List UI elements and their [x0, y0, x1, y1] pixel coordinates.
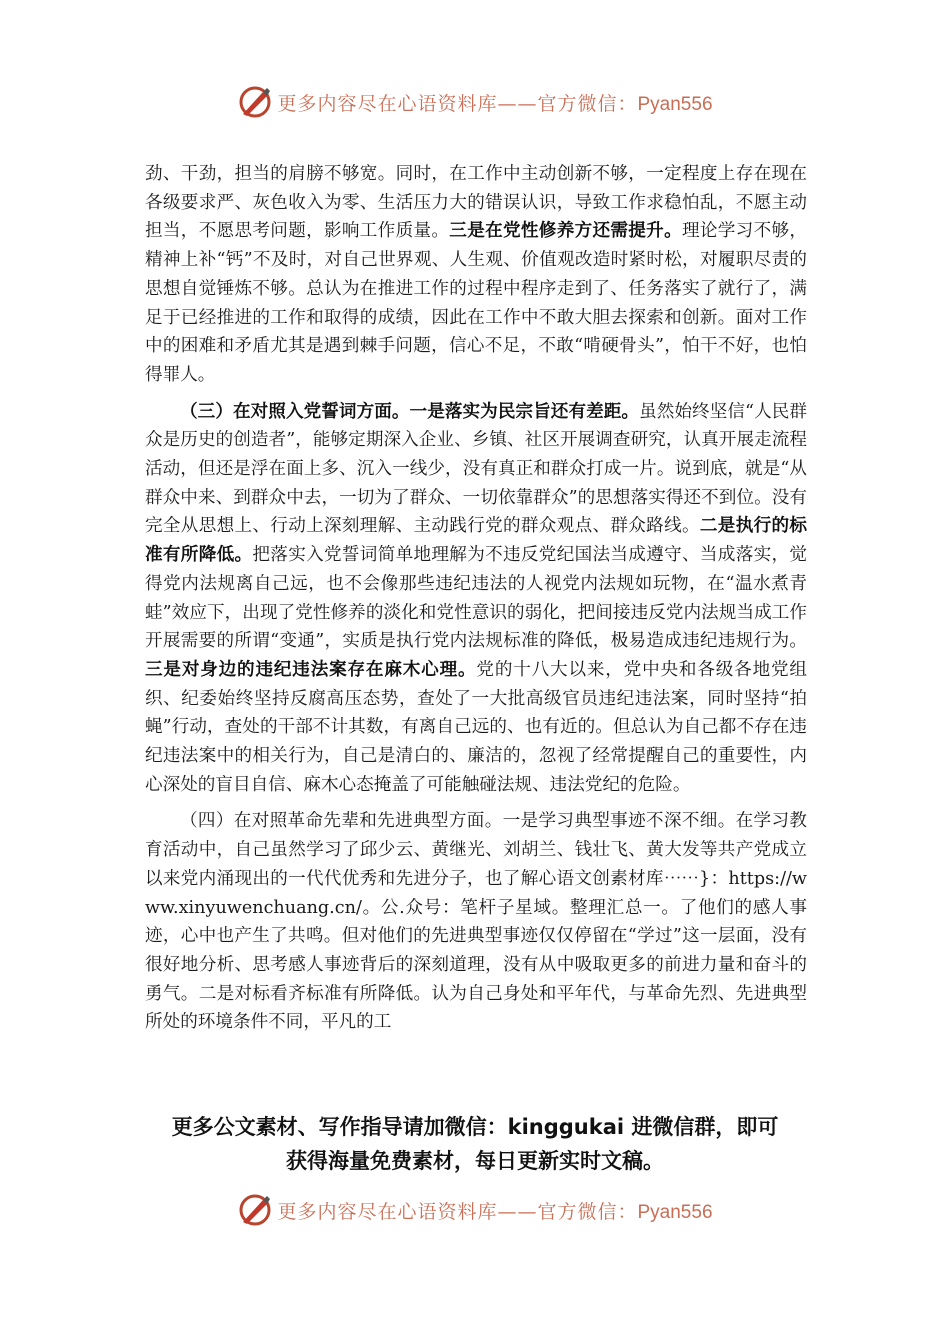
promo-line-1: 更多公文素材、写作指导请加微信：kinggukai 进微信群，即可 [171, 1115, 779, 1139]
paragraph [145, 807, 807, 1037]
footer-banner [0, 1190, 950, 1230]
banner-text: 更多内容尽在心语资料库——官方微信：Pyan556 [277, 1200, 713, 1223]
paragraph [145, 160, 807, 390]
bold-heading-text: 三是在党性修养方还需提升。 [449, 220, 682, 242]
pen-logo-icon [237, 1192, 273, 1228]
header-banner [0, 82, 950, 122]
bold-heading-text: （三）在对照入党誓词方面。一是落实为民宗旨还有差距。 [180, 400, 640, 422]
promo-notice [0, 1110, 950, 1178]
bold-heading-text: 二是执行的标准有所降低。 [145, 515, 807, 566]
bold-heading-text: 三是对身边的违纪违法案存在麻木心理。 [145, 658, 477, 680]
paragraph-text: 把落实入党誓词简单地理解为不违反党纪国法当成遵守、当成落实，觉得党内法规离自己远，也不会像那些违纪违法的人视党内法规如玩物，在“温水煮青蛙”效应下，出现了党性修养的淡化和党性意识的弱化，把间接违反党内法规当成工作开展需要的所谓“变通”，实质是执行党内法规标准的降低，极易造成违纪违规行为。 [145, 545, 807, 652]
paragraph-text: 劲、干劲，担当的肩膀不够宽。同时，在工作中主动创新不够，一定程度上存在现在各级要求严、灰色收入为零、生活压力大的错误认识，导致工作求稳怕乱，不愿主动担当，不愿思考问题，影响工作质量。 [145, 164, 807, 242]
paragraph-text: 理论学习不够，精神上补“钙”不及时，对自己世界观、人生观、价值观改造时紧时松，对履职尽责的思想自觉锤炼不够。总认为在推进工作的过程中程序走到了、任务落实了就行了，满足于已经推进的工作和取得的成绩，因此在工作中不敢大胆去探索和创新。面对工作中的困难和矛盾尤其是遇到棘手问题，信心不足，不敢“啃硬骨头”，怕干不好，也怕得罪人。 [145, 221, 807, 385]
pen-logo-icon [237, 84, 273, 120]
paragraph-text: 虽然始终坚信“人民群众是历史的创造者”，能够定期深入企业、乡镇、社区开展调查研究，认真开展走流程活动，但还是浮在面上多、沉入一线少，没有真正和群众打成一片。说到底，就是“从群众中来、到群众中去，一切为了群众、一切依靠群众”的思想落实得还不到位。没有完全从思想上、行动上深刻理解、主动践行党的群众观点、群众路线。 [145, 401, 807, 537]
banner-text: 更多内容尽在心语资料库——官方微信：Pyan556 [277, 92, 713, 115]
paragraph-text: 党的十八大以来，党中央和各级各地党组织、纪委始终坚持反腐高压态势，查处了一大批高级官员违纪违法案，同时坚持“拍蝇”行动，查处的干部不计其数，有离自己远的、也有近的。但总认为自己都不存在违纪违法案中的相关行为，自己是清白的、廉洁的，忽视了经常提醒自己的重要性，内心深处的盲目自信、麻木心态掩盖了可能触碰法规、违法党纪的危险。 [145, 659, 807, 795]
paragraph-text: （四）在对照革命先辈和先进典型方面。一是学习典型事迹不深不细。在学习教育活动中，自己虽然学习了邱少云、黄继光、刘胡兰、钱壮飞、黄大发等共产党成立以来党内涌现出的一代代优秀和先进分子，也了解心语文创素材库⋯⋯}：https://www.xinyuwenchuang.cn/。公.众号：笔杆子星域。整理汇总一。了他们的感人事迹，心中也产生了共鸣。但对他们的先进典型事迹仅仅停留在“学过”这一层面，没有很好地分析、思考感人事迹背后的深刻道理，没有从中吸取更多的前进力量和奋斗的勇气。二是对标看齐标准有所降低。认为自己身处和平年代，与革命先烈、先进典型所处的环境条件不同，平凡的工 [145, 811, 807, 1033]
paragraph [145, 398, 807, 800]
promo-line-2: 获得海量免费素材，每日更新实时文稿。 [286, 1149, 664, 1173]
document-body [145, 160, 807, 1045]
